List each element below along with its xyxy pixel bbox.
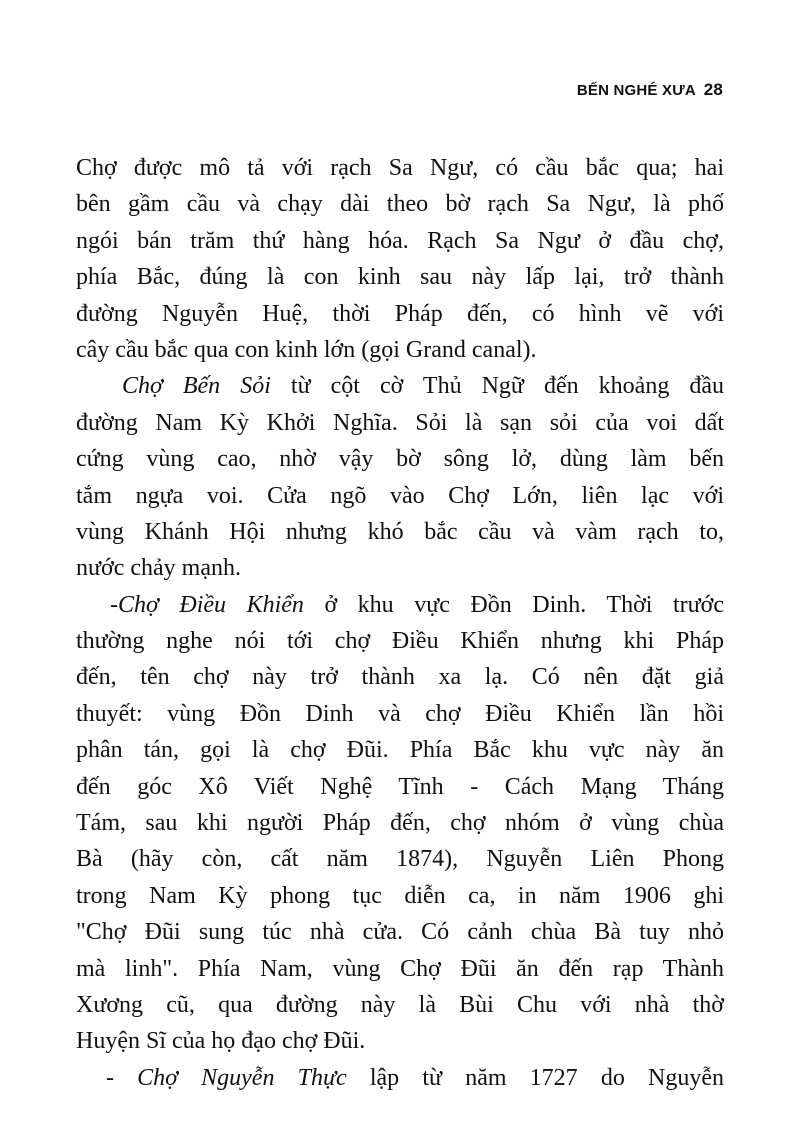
text-line: tắm ngựa voi. Cửa ngõ vào Chợ Lớn, liên lạc với bbox=[76, 482, 724, 509]
text-line: Tám, sau khi người Pháp đến, chợ nhóm ở vùng chùa bbox=[76, 810, 724, 837]
text-run: ở khu vực Đồn Dinh. Thời trước bbox=[303, 591, 724, 618]
text-line: Huyện Sĩ của họ đạo chợ Đũi. bbox=[76, 1028, 366, 1055]
text-line: đến góc Xô Viết Nghệ Tĩnh - Cách Mạng Tháng bbox=[76, 773, 724, 800]
dash: - bbox=[106, 1064, 138, 1091]
text-line: đường Nam Kỳ Khởi Nghĩa. Sỏi là sạn sỏi của voi dất bbox=[76, 409, 724, 436]
text-line: cứng vùng cao, nhờ vậy bờ sông lở, dùng làm bến bbox=[76, 446, 724, 473]
running-header bbox=[577, 80, 723, 100]
paragraph-first-line bbox=[76, 1060, 724, 1096]
market-name: Chợ Nguyễn Thực bbox=[137, 1064, 347, 1091]
text-line: đường Nguyễn Huệ, thời Pháp đến, có hình vẽ với bbox=[76, 300, 724, 327]
text-line: trong Nam Kỳ phong tục diễn ca, in năm 1906 ghi bbox=[76, 882, 724, 909]
market-name: Chợ Điều Khiển bbox=[118, 591, 304, 618]
text-line: mà linh". Phía Nam, vùng Chợ Đũi ăn đến rạp Thành bbox=[76, 955, 724, 982]
page-number: 28 bbox=[703, 80, 723, 99]
text-line: vùng Khánh Hội nhưng khó bắc cầu và vàm rạch to, bbox=[76, 518, 724, 545]
text-line: Xương cũ, qua đường này là Bùi Chu với nhà thờ bbox=[76, 991, 724, 1018]
text-line: Bà (hãy còn, cất năm 1874), Nguyễn Liên Phong bbox=[76, 846, 724, 873]
text-run: từ cột cờ Thủ Ngữ đến khoảng đầu bbox=[270, 373, 725, 400]
paragraph-first-line bbox=[76, 368, 724, 404]
market-name: Chợ Bến Sỏi bbox=[122, 373, 271, 400]
text-line: thuyết: vùng Đồn Dinh và chợ Điều Khiển lần hồi bbox=[76, 700, 724, 727]
text-line: "Chợ Đũi sung túc nhà cửa. Có cảnh chùa Bà tuy nhỏ bbox=[76, 919, 724, 946]
text-line: đến, tên chợ này trở thành xa lạ. Có nên đặt giả bbox=[76, 664, 724, 691]
text-line: phân tán, gọi là chợ Đũi. Phía Bắc khu vực này ăn bbox=[76, 737, 724, 764]
text-line: phía Bắc, đúng là con kinh sau này lấp lại, trở thành bbox=[76, 264, 724, 291]
text-line: bên gầm cầu và chạy dài theo bờ rạch Sa Ngư, là phố bbox=[76, 191, 724, 218]
body-text bbox=[76, 150, 724, 1096]
running-title: BẾN NGHÉ XƯA bbox=[576, 82, 696, 99]
text-line: thường nghe nói tới chợ Điều Khiển nhưng khi Pháp bbox=[76, 628, 724, 655]
text-line: nước chảy mạnh. bbox=[76, 555, 241, 582]
text-line: ngói bán trăm thứ hàng hóa. Rạch Sa Ngư ở đầu chợ, bbox=[76, 227, 724, 254]
text-line: cây cầu bắc qua con kinh lớn (gọi Grand canal). bbox=[76, 336, 537, 363]
dash: - bbox=[110, 591, 118, 618]
paragraph-first-line bbox=[76, 587, 724, 623]
text-line: Chợ được mô tả với rạch Sa Ngư, có cầu bắc qua; hai bbox=[76, 155, 724, 181]
text-run: lập từ năm 1727 do Nguyễn bbox=[346, 1064, 724, 1091]
